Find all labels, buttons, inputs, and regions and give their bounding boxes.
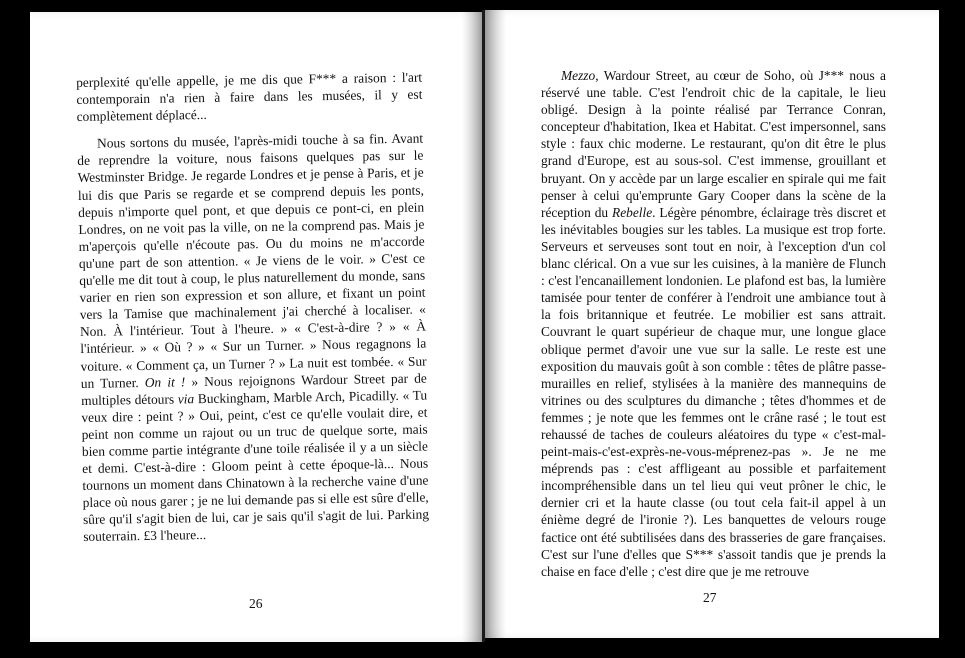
text-run: . Légère pénombre, éclairage très discret et les inévitables bougies sur les tables. La musique est trop forte. Serveurs et serveuses sont tout en noir, à l'exception d'un col blanc clérical. On a vue sur les cuisines, à la manière de Flunch : c'est l'encanaillement londonien. Le plafond est bas, la lumière tamisée pour tenter de conférer à l'endroit une ambiance tout à la fois britannique et feutrée. Le mobilier est sans attrait. Couvrant le quart supérieur de chaque mur, une longue glace oblique permet d'avoir une vue sur la salle. Le reste est une exposition du mauvais goût à son comble : têtes de plâtre passe-murailles en relief, stylisées à la manière des mannequins de vitrines ou des sculptures du dimanche ; têtes d'hommes et de femmes ; je note que les femmes ont le crâne rasé ; le tout est rehaussé de taches de couleurs aléatoires du type « c'est-mal-peint-mais-c'est-exprès-ne-vous-méprenez-pas ». Je ne me méprends pas : c'est affligeant au possible et parfaitement incompréhensible dans un tel lieu qui veut prôner le chic, le dernier cri et la haute classe (ou tout cela fait-il appel à un énième degré de l'ironie ?). Les banquettes de velours rouge factice ont été subtilisées dans des brasseries de gare françaises. C'est sur l'une d'elles que S*** s'assoit tandis que je prends la chaise en face d'elle ; c'est dire que je me retrouve [541, 204, 886, 579]
left-paragraph-1: perplexité qu'elle appelle, je me dis que F*** a raison : l'art contemporain n'a rien à faire dans les musées, il y est complètement déplacé... [76, 69, 423, 125]
italic-text-run: Rebelle [612, 204, 653, 220]
gutter-shadow-right [484, 10, 506, 638]
right-paragraph-1 [541, 67, 886, 580]
left-page [30, 12, 484, 642]
page-number-left: 26 [249, 596, 263, 611]
text-run: » Nous rejoignons Wardour Street par de multiples détours [81, 370, 427, 408]
page-number-right: 27 [703, 590, 717, 605]
gutter-shadow-left [462, 12, 484, 642]
italic-text-run: Mezzo [561, 68, 596, 83]
italic-text-run: via [177, 390, 195, 407]
text-run: , Wardour Street, au cœur de Soho, où J*** nous a réservé une table. C'est l'endroit chic de la capitale, le lieu obligé. Design à la pointe réalisé par Terrance Conran, concepteur d'habitation, Ikea et Habitat. C'est impersonnel, sans style : faux chic moderne. Le restaurant, qu'on dit être le plus grand d'Europe, est au sous-sol. C'est immense, grouillant et bruyant. On y accède par un large escalier en spirale qui me fait penser à celui qu'emprunte Gary Cooper dans la scène de la réception du [541, 68, 886, 220]
text-run: Nous sortons du musée, l'après-midi touche à sa fin. Avant de reprendre la voiture, nous faisons quelques pas sur le Westminster Bridge. Je regarde Londres et je pense à Paris, et je lui dis que Paris se regarde et se comprend depuis les ponts, depuis n'importe quel pont, et que depuis ce pont-ci, en plein Londres, on ne voit pas la ville, on ne la comprend pas. Mais je m'aperçois qu'elle n'écoute pas. Ou du moins ne m'accorde qu'une part de son attention. « Je viens de le voir. » C'est ce qu'elle me dit tout à coup, le plus naturellement du monde, sans varier en rien son expression et son allure, et fixant un point vers la Tamise que machinalement j'ai cherché à localiser. « Non. À l'intérieur. Tout à l'heure. » « C'est-à-dire ? » « À l'intérieur. » « Où ? » « Sur un Turner. » Nous regagnons la voiture. « Comment ça, un Turner ? » La nuit est tombée. « Sur un Turner. [77, 130, 427, 391]
text-run: Buckingham, Marble Arch, Picadilly. « Tu veux dire : peint ? » Oui, peint, c'est ce qu'elle voulait dire, et peint non comme un rajout ou un truc de quelque sorte, mais bien comme partie intégrante d'une toile réalisée il y a un siècle et demi. C'est-à-dire : Gloom peint à cette époque-là... Nous tournons un moment dans Chinatown à la recherche vaine d'une place où nous garer ; je ne lui demande pas si elle est sûre d'elle, sûre qu'il s'agit bien de lui, car je sais qu'il s'agit de lui. Parking souterrain. £3 l'heure... [81, 387, 430, 545]
book-gutter [482, 10, 485, 642]
left-paragraph-2 [77, 130, 429, 546]
italic-text-run: On it ! [144, 373, 186, 390]
left-page-text [76, 69, 429, 546]
right-page-text [541, 67, 886, 580]
right-page [484, 10, 939, 638]
